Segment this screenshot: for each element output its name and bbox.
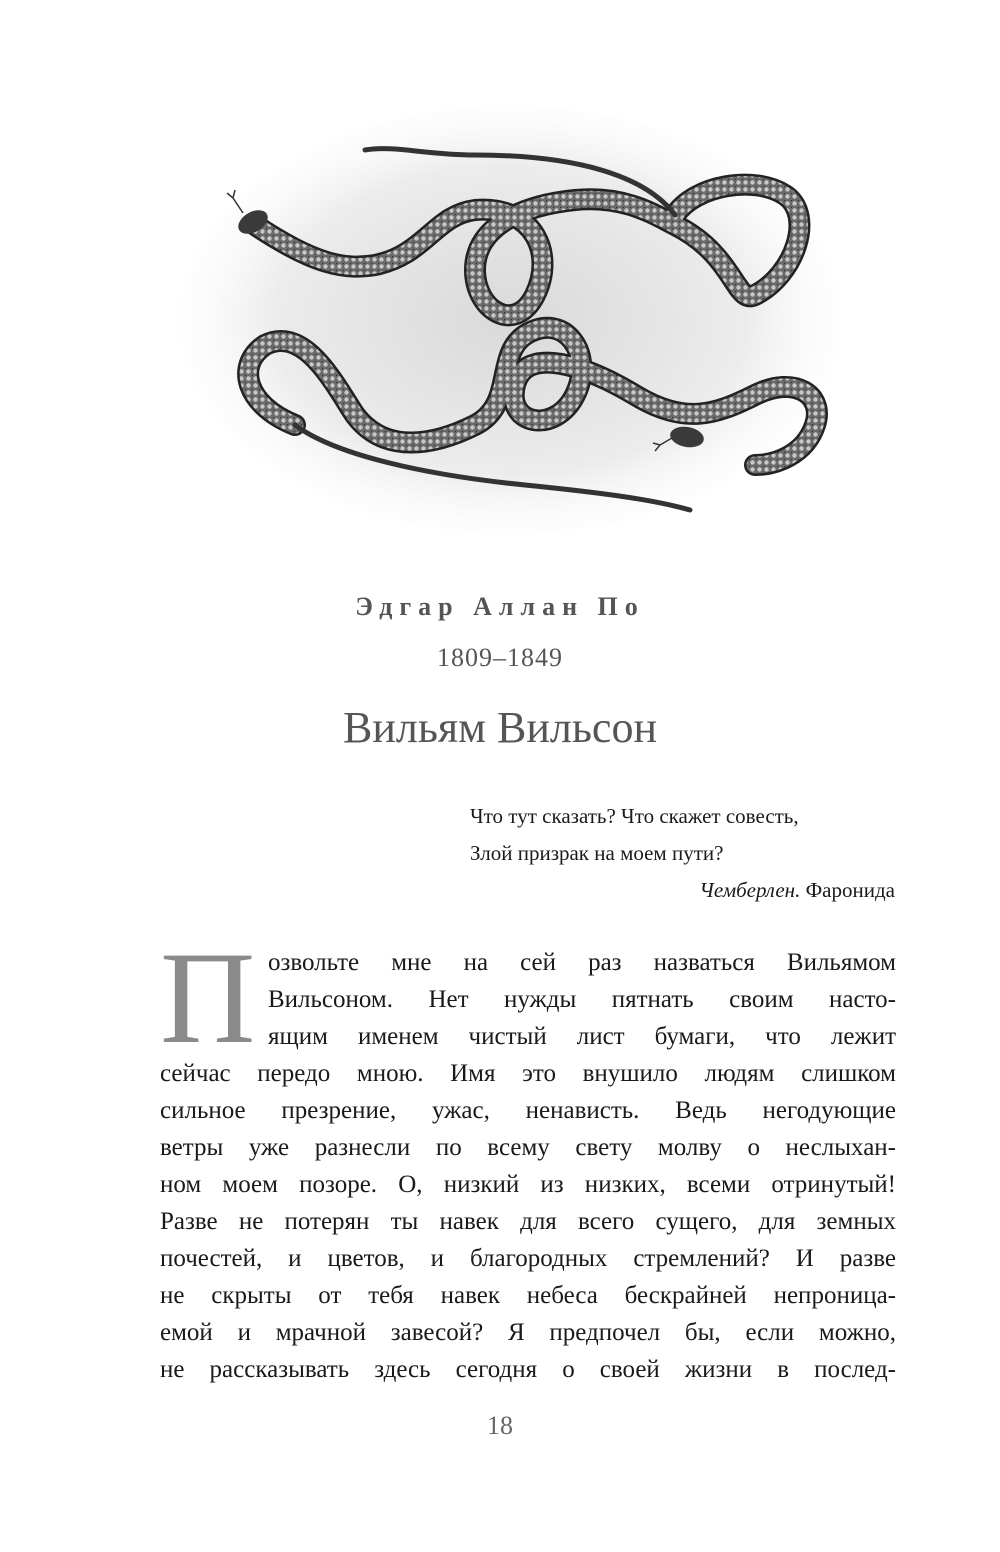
- body-line: сильное презрение, ужас, ненависть. Ведь негодующие: [160, 1097, 896, 1124]
- epigraph-source-author: Чемберлен.: [699, 878, 801, 902]
- story-title: Вильям Вильсон: [343, 703, 657, 752]
- body-line: почестей, и цветов, и благородных стремлений? И разве: [160, 1245, 896, 1272]
- epigraph-line: Злой призрак на моем пути?: [470, 841, 724, 865]
- body-line: озвольте мне на сей раз назваться Вильямом: [268, 949, 896, 976]
- epigraph: [470, 798, 895, 909]
- epigraph-source-work: Фаронида: [805, 878, 895, 902]
- body-line: Разве не потерян ты навек для всего сущего, для земных: [160, 1208, 896, 1235]
- epigraph-source: [470, 872, 895, 909]
- body-line: сейчас передо мною. Имя это внушило людям слишком: [160, 1060, 896, 1087]
- body-line: ветры уже разнесли по всему свету молву о неслыхан-: [160, 1134, 896, 1161]
- body-line: не рассказывать здесь сегодня о своей жизни в послед-: [160, 1356, 896, 1383]
- page-number: 18: [487, 1411, 513, 1440]
- epigraph-line: Что тут сказать? Что скажет совесть,: [470, 804, 799, 828]
- body-line: не скрыты от тебя навек небеса бескрайней непроница-: [160, 1282, 896, 1309]
- body-line: Вильсоном. Нет нужды пятнать своим насто-: [268, 986, 896, 1013]
- body-line: ящим именем чистый лист бумаги, что лежит: [268, 1023, 896, 1050]
- author-name: Эдгар Аллан По: [355, 592, 645, 621]
- drop-cap: П: [160, 924, 256, 1071]
- author-years: 1809–1849: [437, 643, 563, 672]
- snakes-illustration-icon: [175, 95, 840, 540]
- body-line: ном моем позоре. О, низкий из низких, всеми отринутый!: [160, 1171, 896, 1198]
- body-line: емой и мрачной завесой? Я предпочел бы, если можно,: [160, 1319, 896, 1346]
